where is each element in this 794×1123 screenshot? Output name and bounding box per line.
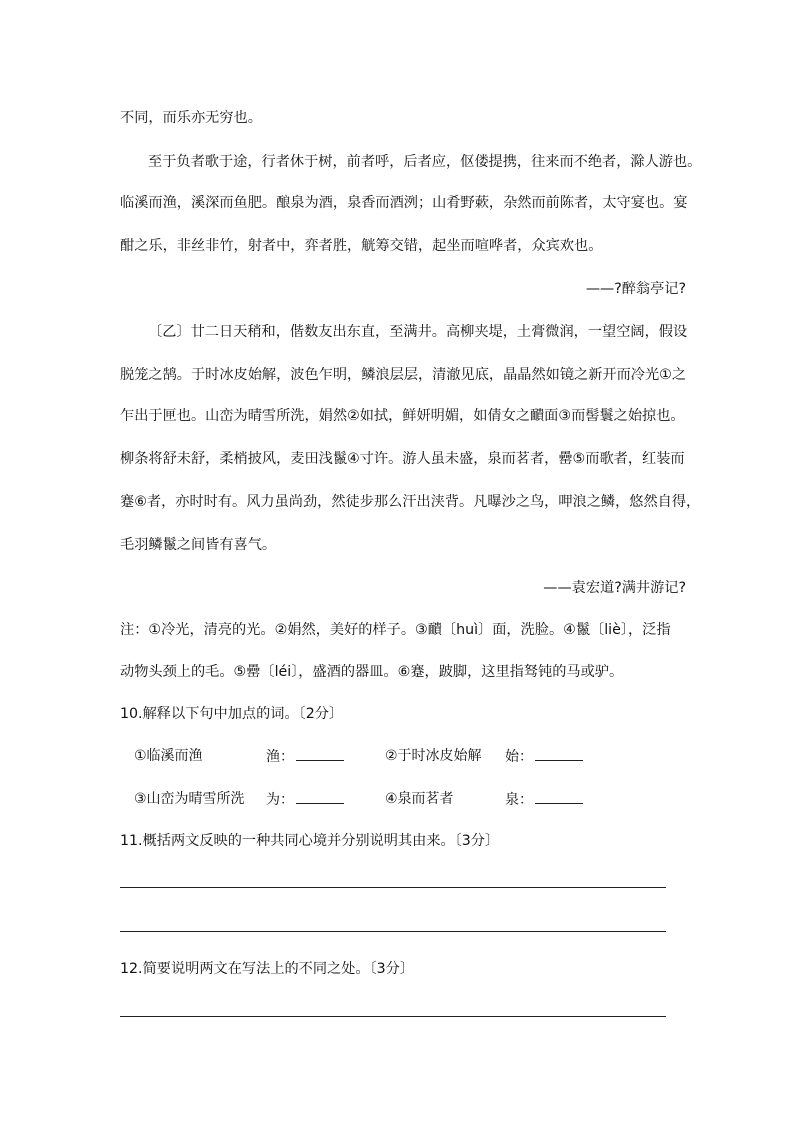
q10-item-2-answer[interactable] [505, 746, 583, 767]
q10-item-1-answer[interactable] [266, 746, 344, 767]
answer-blank[interactable] [535, 789, 583, 804]
passage-a-source: ——?醉翁亭记? [585, 281, 686, 297]
passage-b-line-3: 乍出于匣也。山峦为晴雪所洗，娟然②如拭，鲜妍明媚，如倩女之靧面③而髻鬟之始掠也。 [120, 408, 685, 424]
passage-a-line-3: 临溪而渔，溪深而鱼肥。酿泉为酒，泉香而酒洌；山肴野蔌，杂然而前陈者，太守宴也。宴 [120, 195, 688, 211]
passage-b-line-4: 柳条将舒未舒，柔梢披风，麦田浅鬣④寸许。游人虽未盛，泉而茗者，罍⑤而歌者，红装而 [120, 451, 685, 467]
passage-b-line-5: 蹇⑥者，亦时时有。风力虽尚劲，然徒步那么汗出浃背。凡曝沙之鸟，呷浪之鳞，悠然自得， [120, 494, 701, 510]
passage-b-source: ——袁宏道?满井游记? [543, 580, 686, 596]
question-10: 10.解释以下句中加点的词。〔2分〕 [120, 706, 344, 722]
q10-item-3-answer[interactable] [266, 789, 344, 810]
passage-a-line-4: 酣之乐，非丝非竹，射者中，弈者胜，觥筹交错，起坐而喧哗者，众宾欢也。 [120, 238, 603, 254]
q10-item-word: 渔： [266, 749, 294, 765]
q10-item-4 [385, 789, 454, 809]
passage-b-line-6: 毛羽鳞鬣之间皆有喜气。 [120, 537, 277, 553]
q11-answer-line-2[interactable] [120, 931, 666, 932]
question-12: 12.简要说明两文在写法上的不同之处。〔3分〕 [120, 961, 415, 977]
q10-item-word: 为： [266, 792, 294, 808]
passage-b-line-2: 脱笼之鹄。于时冰皮始解，波色乍明，鳞浪层层，清澈见底，晶晶然如镜之新开而冷光①之 [120, 367, 687, 383]
answer-blank[interactable] [535, 746, 583, 761]
q10-item-sentence: ②于时冰皮始解 [385, 748, 482, 764]
q12-answer-line-1[interactable] [120, 1016, 666, 1017]
answer-blank[interactable] [296, 789, 344, 804]
q11-answer-line-1[interactable] [120, 887, 666, 888]
passage-a-line-2: 至于负者歌于途，行者休于树，前者呼，后者应，伛偻提携，往来而不绝者，滁人游也。 [148, 154, 702, 170]
passage-b-line-1: 〔乙〕廿二日天稍和，偕数友出东直，至满井。高柳夹堤，土膏微润，一望空阔，假设 [148, 324, 688, 340]
q10-item-2 [385, 746, 482, 766]
q10-item-4-answer[interactable] [505, 789, 583, 810]
q10-item-word: 始： [505, 749, 533, 765]
q10-item-1 [134, 746, 264, 766]
notes-line-2: 动物头颈上的毛。⑤罍〔léi〕，盛酒的器皿。⑥蹇，跛脚，这里指驽钝的马或驴。 [120, 664, 624, 680]
q10-item-word: 泉： [505, 792, 533, 808]
answer-blank[interactable] [296, 746, 344, 761]
q10-item-sentence: ③山峦为晴雪所洗 [134, 791, 245, 807]
q10-item-sentence: ①临溪而渔 [134, 748, 203, 764]
q10-item-sentence: ④泉而茗者 [385, 791, 454, 807]
q10-item-3 [134, 789, 245, 809]
notes-line-1: 注：①冷光，清亮的光。②娟然，美好的样子。③靧〔huì〕面，洗脸。④鬣〔liè〕，泛指 [120, 622, 671, 638]
question-11: 11.概括两文反映的一种共同心境并分别说明其由来。〔3分〕 [120, 833, 500, 849]
passage-a-line-1: 不同，而乐亦无穷也。 [120, 110, 262, 126]
